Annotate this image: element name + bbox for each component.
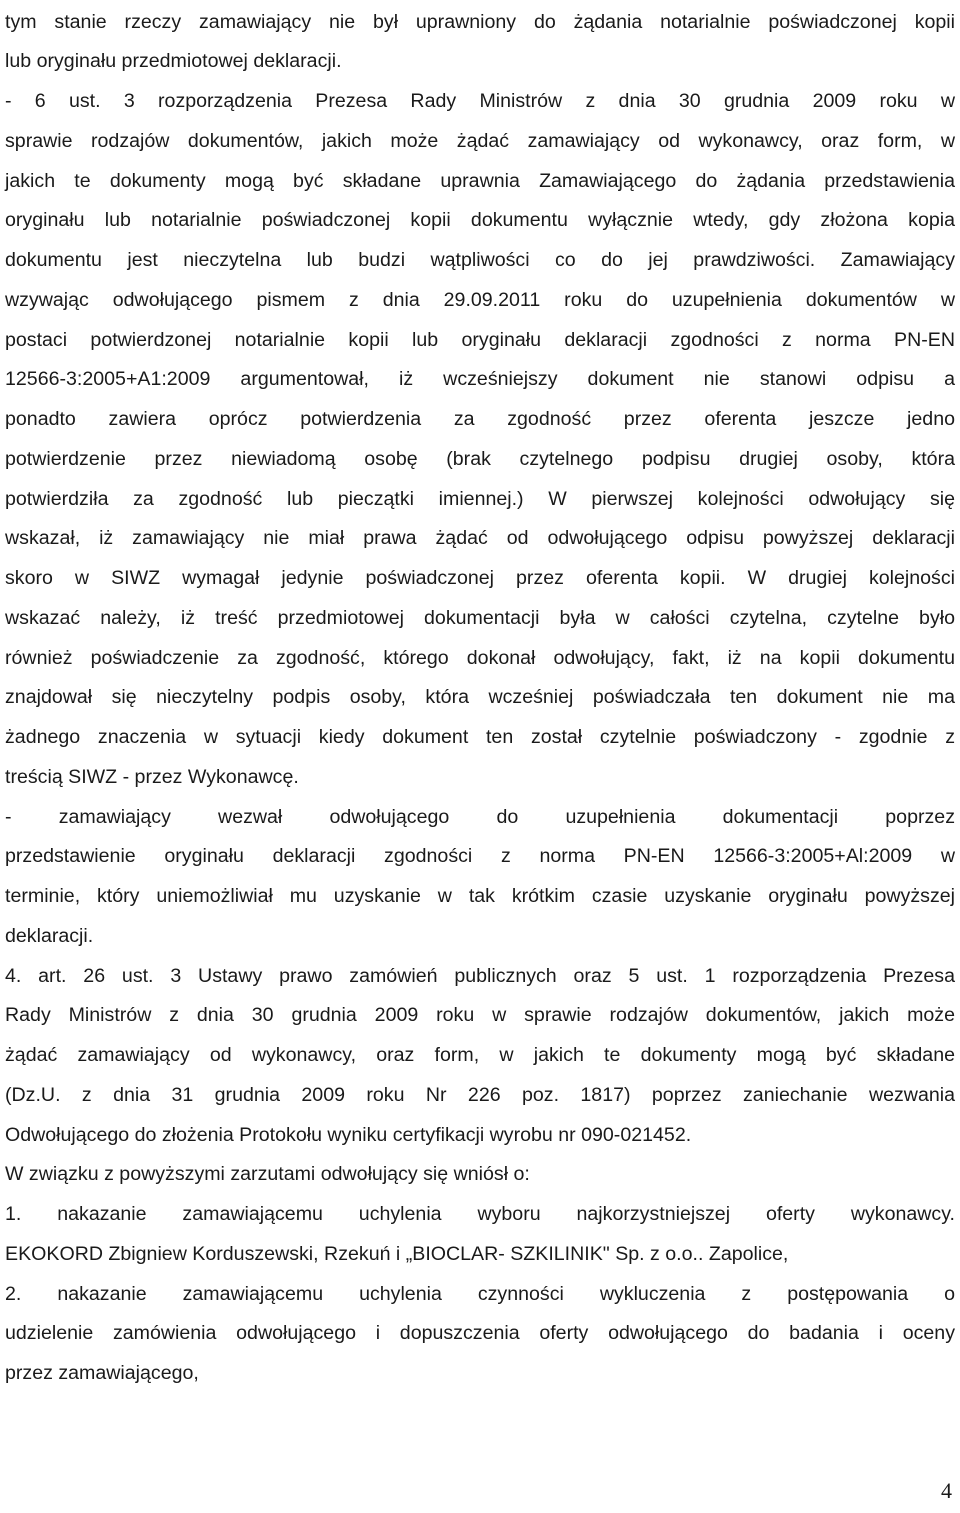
text-line: 1. nakazanie zamawiającemu uchylenia wyboru najkorzystniejszej oferty wykonawcy. bbox=[5, 1203, 955, 1225]
text-line: sprawie rodzajów dokumentów, jakich może żądać zamawiający od wykonawcy, oraz form, w bbox=[5, 130, 955, 152]
text-line: skoro w SIWZ wymagał jedynie poświadczonej przez oferenta kopii. W drugiej kolejności bbox=[5, 567, 955, 589]
text-line: 2. nakazanie zamawiającemu uchylenia czynności wykluczenia z postępowania o bbox=[5, 1283, 955, 1305]
text-line: EKOKORD Zbigniew Korduszewski, Rzekuń i „BIOCLAR- SZKILINIK" Sp. z o.o.. Zapolice, bbox=[5, 1243, 789, 1265]
text-line: ponadto zawiera oprócz potwierdzenia za zgodność przez oferenta jeszcze jedno bbox=[5, 408, 955, 430]
text-line: Rady Ministrów z dnia 30 grudnia 2009 roku w sprawie rodzajów dokumentów, jakich może bbox=[5, 1004, 955, 1026]
text-line: przedstawienie oryginału deklaracji zgodności z norma PN-EN 12566-3:2005+Al:2009 w bbox=[5, 845, 955, 867]
text-line: wzywając odwołującego pismem z dnia 29.09.2011 roku do uzupełnienia dokumentów w bbox=[5, 289, 955, 311]
text-line: przez zamawiającego, bbox=[5, 1362, 199, 1384]
text-line: lub oryginału przedmiotowej deklaracji. bbox=[5, 50, 342, 72]
text-line: wskazał, iż zamawiający nie miał prawa żądać od odwołującego odpisu powyższej deklaracji bbox=[5, 527, 955, 549]
text-line: - 6 ust. 3 rozporządzenia Prezesa Rady Ministrów z dnia 30 grudnia 2009 roku w bbox=[5, 90, 955, 112]
text-line: 4. art. 26 ust. 3 Ustawy prawo zamówień publicznych oraz 5 ust. 1 rozporządzenia Prezesa bbox=[5, 965, 955, 987]
text-line: wskazać należy, iż treść przedmiotowej dokumentacji była w całości czytelna, czytelne było bbox=[5, 607, 955, 629]
text-line: Odwołującego do złożenia Protokołu wyniku certyfikacji wyrobu nr 090-021452. bbox=[5, 1124, 692, 1146]
text-line: również poświadczenie za zgodność, którego dokonał odwołujący, fakt, iż na kopii dokumentu bbox=[5, 647, 955, 669]
text-line: oryginału lub notarialnie poświadczonej kopii dokumentu wyłącznie wtedy, gdy złożona kopia bbox=[5, 209, 955, 231]
text-line: żądać zamawiający od wykonawcy, oraz form, w jakich te dokumenty mogą być składane bbox=[5, 1044, 955, 1066]
page-number: 4 bbox=[941, 1478, 952, 1503]
text-line: - zamawiający wezwał odwołującego do uzupełnienia dokumentacji poprzez bbox=[5, 806, 955, 828]
text-line: 12566-3:2005+A1:2009 argumentował, iż wcześniejszy dokument nie stanowi odpisu a bbox=[5, 368, 955, 390]
text-line: terminie, który uniemożliwiał mu uzyskanie w tak krótkim czasie uzyskanie oryginału powyższej bbox=[5, 885, 955, 907]
text-line: tym stanie rzeczy zamawiający nie był uprawniony do żądania notarialnie poświadczonej kopii bbox=[5, 11, 955, 33]
text-line: (Dz.U. z dnia 31 grudnia 2009 roku Nr 226 poz. 1817) poprzez zaniechanie wezwania bbox=[5, 1084, 955, 1106]
text-line: jakich te dokumenty mogą być składane uprawnia Zamawiającego do żądania przedstawienia bbox=[5, 170, 955, 192]
text-line: potwierdziła za zgodność lub pieczątki imiennej.) W pierwszej kolejności odwołujący się bbox=[5, 488, 955, 510]
text-line: deklaracji. bbox=[5, 925, 94, 947]
text-line: potwierdzenie przez niewiadomą osobę (brak czytelnego podpisu drugiej osoby, która bbox=[5, 448, 955, 470]
text-line: dokumentu jest nieczytelna lub budzi wątpliwości co do jej prawdziwości. Zamawiający bbox=[5, 249, 955, 271]
text-line: postaci potwierdzonej notarialnie kopii lub oryginału deklaracji zgodności z norma PN-EN bbox=[5, 329, 955, 351]
text-line: treścią SIWZ - przez Wykonawcę. bbox=[5, 766, 299, 788]
text-line: żadnego znaczenia w sytuacji kiedy dokument ten został czytelnie poświadczony - zgodnie z bbox=[5, 726, 955, 748]
text-line: W związku z powyższymi zarzutami odwołujący się wniósł o: bbox=[5, 1163, 530, 1185]
text-line: udzielenie zamówienia odwołującego i dopuszczenia oferty odwołującego do badania i oceny bbox=[5, 1322, 955, 1344]
text-line: znajdował się nieczytelny podpis osoby, która wcześniej poświadczała ten dokument nie ma bbox=[5, 686, 955, 708]
